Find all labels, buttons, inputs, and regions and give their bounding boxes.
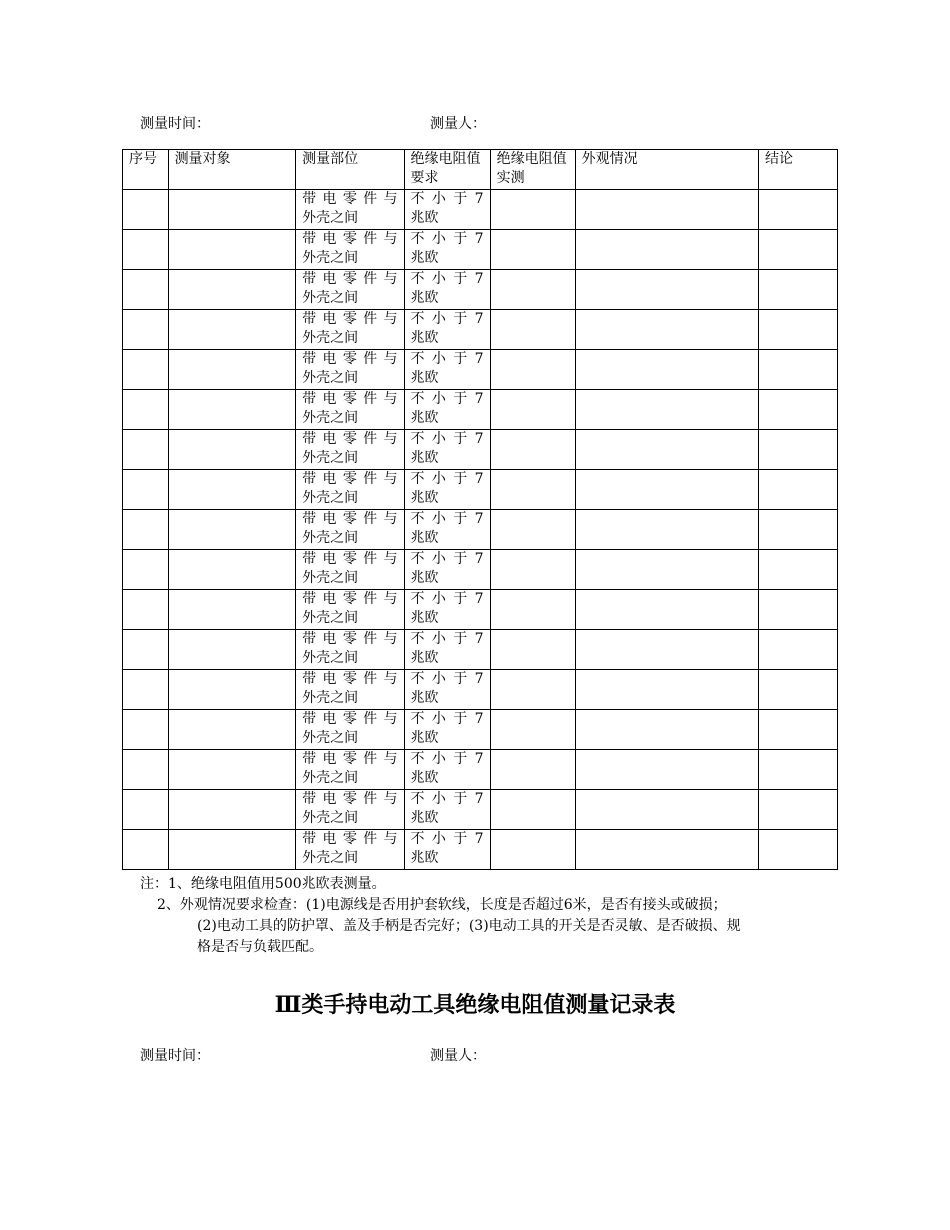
cell-measured[interactable]	[490, 310, 575, 350]
cell-requirement-line-1: 不小于7	[410, 711, 484, 727]
cell-appearance[interactable]	[575, 190, 758, 230]
cell-index[interactable]	[123, 630, 169, 670]
cell-conclusion[interactable]	[758, 310, 837, 350]
cell-appearance[interactable]	[575, 590, 758, 630]
cell-index[interactable]	[123, 270, 169, 310]
cell-measured[interactable]	[490, 350, 575, 390]
cell-requirement[interactable]	[404, 230, 490, 270]
cell-object[interactable]	[168, 750, 296, 790]
cell-part[interactable]	[296, 350, 404, 390]
cell-index[interactable]	[123, 230, 169, 270]
cell-appearance[interactable]	[575, 550, 758, 590]
cell-requirement-line-2: 兆欧	[410, 730, 439, 746]
cell-requirement-line-1: 不小于7	[410, 551, 484, 567]
cell-appearance[interactable]	[575, 310, 758, 350]
cell-object[interactable]	[168, 190, 296, 230]
cell-appearance[interactable]	[575, 470, 758, 510]
cell-part[interactable]	[296, 470, 404, 510]
cell-part-line-1: 带电零件与	[302, 191, 398, 207]
table-row	[123, 630, 838, 670]
cell-index[interactable]	[123, 790, 169, 830]
cell-appearance[interactable]	[575, 230, 758, 270]
col-header-conclusion: 结论	[758, 150, 837, 190]
cell-part[interactable]	[296, 390, 404, 430]
measurer-label-2: 测量人：	[430, 1048, 486, 1064]
cell-requirement-line-1: 不小于7	[410, 351, 484, 367]
cell-object[interactable]	[168, 430, 296, 470]
cell-conclusion[interactable]	[758, 630, 837, 670]
note-line-4: 格是否与负载匹配。	[197, 939, 323, 955]
cell-appearance[interactable]	[575, 430, 758, 470]
cell-appearance[interactable]	[575, 350, 758, 390]
cell-requirement-line-1: 不小于7	[410, 231, 484, 247]
cell-requirement[interactable]	[404, 310, 490, 350]
table-row	[123, 310, 838, 350]
table-row	[123, 550, 838, 590]
cell-part-line-1: 带电零件与	[302, 671, 398, 687]
cell-part-line-2: 外壳之间	[302, 450, 359, 466]
cell-measured[interactable]	[490, 390, 575, 430]
cell-object[interactable]	[168, 510, 296, 550]
cell-requirement-line-1: 不小于7	[410, 311, 484, 327]
cell-conclusion[interactable]	[758, 830, 837, 870]
cell-requirement-line-2: 兆欧	[410, 250, 439, 266]
notes-block	[140, 874, 830, 958]
cell-measured[interactable]	[490, 550, 575, 590]
cell-index[interactable]	[123, 190, 169, 230]
cell-requirement-line-2: 兆欧	[410, 330, 439, 346]
cell-part[interactable]	[296, 670, 404, 710]
cell-part-line-1: 带电零件与	[302, 511, 398, 527]
cell-requirement-line-1: 不小于7	[410, 191, 484, 207]
cell-measured[interactable]	[490, 510, 575, 550]
cell-appearance[interactable]	[575, 270, 758, 310]
cell-requirement-line-2: 兆欧	[410, 690, 439, 706]
table-row	[123, 510, 838, 550]
cell-object[interactable]	[168, 230, 296, 270]
cell-requirement[interactable]	[404, 510, 490, 550]
cell-requirement-line-1: 不小于7	[410, 791, 484, 807]
cell-conclusion[interactable]	[758, 510, 837, 550]
cell-requirement-line-2: 兆欧	[410, 410, 439, 426]
measurement-info-line	[140, 113, 840, 133]
cell-part-line-2: 外壳之间	[302, 290, 359, 306]
cell-part-line-1: 带电零件与	[302, 831, 398, 847]
cell-requirement-line-1: 不小于7	[410, 631, 484, 647]
cell-requirement-line-2: 兆欧	[410, 570, 439, 586]
cell-part-line-1: 带电零件与	[302, 471, 398, 487]
cell-conclusion[interactable]	[758, 470, 837, 510]
table-row	[123, 710, 838, 750]
cell-part-line-1: 带电零件与	[302, 351, 398, 367]
cell-measured[interactable]	[490, 270, 575, 310]
cell-part-line-2: 外壳之间	[302, 610, 359, 626]
table-row	[123, 790, 838, 830]
cell-conclusion[interactable]	[758, 790, 837, 830]
cell-part-line-2: 外壳之间	[302, 770, 359, 786]
cell-requirement-line-1: 不小于7	[410, 671, 484, 687]
cell-requirement[interactable]	[404, 750, 490, 790]
note-line-3: (2)电动工具的防护罩、盖及手柄是否完好；(3)电动工具的开关是否灵敏、是否破损、规	[197, 918, 741, 934]
cell-part-line-1: 带电零件与	[302, 271, 398, 287]
measurement-time-label-2: 测量时间：	[140, 1048, 210, 1064]
cell-appearance[interactable]	[575, 790, 758, 830]
cell-conclusion[interactable]	[758, 390, 837, 430]
cell-part[interactable]	[296, 550, 404, 590]
section-title: Ⅲ类手持电动工具绝缘电阻值测量记录表	[274, 992, 676, 1018]
cell-requirement-line-2: 兆欧	[410, 610, 439, 626]
cell-part-line-1: 带电零件与	[302, 391, 398, 407]
cell-measured[interactable]	[490, 830, 575, 870]
cell-appearance[interactable]	[575, 670, 758, 710]
cell-object[interactable]	[168, 310, 296, 350]
table-row	[123, 470, 838, 510]
measurement-time-label: 测量时间：	[140, 116, 210, 132]
cell-measured[interactable]	[490, 470, 575, 510]
cell-object[interactable]	[168, 350, 296, 390]
table-row	[123, 590, 838, 630]
cell-part[interactable]	[296, 230, 404, 270]
cell-requirement-line-1: 不小于7	[410, 271, 484, 287]
cell-requirement-line-2: 兆欧	[410, 370, 439, 386]
cell-index[interactable]	[123, 710, 169, 750]
table-header-row	[123, 150, 838, 190]
cell-part-line-2: 外壳之间	[302, 650, 359, 666]
cell-part-line-1: 带电零件与	[302, 711, 398, 727]
cell-requirement[interactable]	[404, 470, 490, 510]
cell-appearance[interactable]	[575, 710, 758, 750]
col-header-part: 测量部位	[296, 150, 404, 190]
cell-requirement-line-1: 不小于7	[410, 391, 484, 407]
cell-requirement-line-2: 兆欧	[410, 810, 439, 826]
cell-requirement[interactable]	[404, 190, 490, 230]
cell-part[interactable]	[296, 430, 404, 470]
col-header-appearance: 外观情况	[575, 150, 758, 190]
cell-part-line-2: 外壳之间	[302, 810, 359, 826]
cell-appearance[interactable]	[575, 510, 758, 550]
cell-part-line-2: 外壳之间	[302, 690, 359, 706]
cell-part[interactable]	[296, 710, 404, 750]
table-row	[123, 670, 838, 710]
cell-requirement-line-2: 兆欧	[410, 490, 439, 506]
measurer-label: 测量人：	[430, 116, 486, 132]
table-row	[123, 230, 838, 270]
cell-part-line-1: 带电零件与	[302, 431, 398, 447]
cell-requirement[interactable]	[404, 710, 490, 750]
cell-conclusion[interactable]	[758, 670, 837, 710]
cell-part-line-2: 外壳之间	[302, 250, 359, 266]
cell-conclusion[interactable]	[758, 590, 837, 630]
cell-requirement-line-1: 不小于7	[410, 751, 484, 767]
cell-part[interactable]	[296, 750, 404, 790]
cell-requirement-line-1: 不小于7	[410, 511, 484, 527]
col-header-index: 序号	[123, 150, 169, 190]
cell-part-line-2: 外壳之间	[302, 210, 359, 226]
cell-object[interactable]	[168, 790, 296, 830]
cell-requirement-line-1: 不小于7	[410, 431, 484, 447]
measurement-info-line-2	[140, 1045, 840, 1065]
cell-measured[interactable]	[490, 430, 575, 470]
cell-part-line-2: 外壳之间	[302, 490, 359, 506]
cell-index[interactable]	[123, 550, 169, 590]
cell-conclusion[interactable]	[758, 270, 837, 310]
table-row	[123, 830, 838, 870]
cell-requirement-line-2: 兆欧	[410, 210, 439, 226]
cell-requirement-line-2: 兆欧	[410, 850, 439, 866]
cell-requirement[interactable]	[404, 590, 490, 630]
cell-index[interactable]	[123, 430, 169, 470]
cell-appearance[interactable]	[575, 750, 758, 790]
cell-requirement-line-2: 兆欧	[410, 530, 439, 546]
note-line-1: 注：1、绝缘电阻值用500兆欧表测量。	[140, 876, 386, 892]
cell-requirement[interactable]	[404, 830, 490, 870]
cell-conclusion[interactable]	[758, 230, 837, 270]
cell-part-line-2: 外壳之间	[302, 570, 359, 586]
table-row	[123, 430, 838, 470]
cell-object[interactable]	[168, 830, 296, 870]
cell-measured[interactable]	[490, 190, 575, 230]
cell-object[interactable]	[168, 470, 296, 510]
cell-measured[interactable]	[490, 750, 575, 790]
cell-part-line-1: 带电零件与	[302, 751, 398, 767]
cell-requirement[interactable]	[404, 550, 490, 590]
cell-part-line-2: 外壳之间	[302, 330, 359, 346]
cell-requirement-line-2: 兆欧	[410, 770, 439, 786]
cell-conclusion[interactable]	[758, 430, 837, 470]
cell-index[interactable]	[123, 350, 169, 390]
cell-measured[interactable]	[490, 670, 575, 710]
cell-conclusion[interactable]	[758, 750, 837, 790]
cell-appearance[interactable]	[575, 390, 758, 430]
table-row	[123, 750, 838, 790]
cell-index[interactable]	[123, 510, 169, 550]
cell-part-line-1: 带电零件与	[302, 231, 398, 247]
cell-part-line-1: 带电零件与	[302, 591, 398, 607]
cell-object[interactable]	[168, 270, 296, 310]
cell-part[interactable]	[296, 830, 404, 870]
cell-conclusion[interactable]	[758, 710, 837, 750]
cell-object[interactable]	[168, 550, 296, 590]
col-header-object: 测量对象	[168, 150, 296, 190]
cell-part[interactable]	[296, 310, 404, 350]
table-row	[123, 390, 838, 430]
cell-appearance[interactable]	[575, 830, 758, 870]
cell-conclusion[interactable]	[758, 550, 837, 590]
insulation-record-table	[122, 149, 838, 870]
cell-part-line-1: 带电零件与	[302, 311, 398, 327]
cell-measured[interactable]	[490, 230, 575, 270]
table-row	[123, 350, 838, 390]
cell-part[interactable]	[296, 790, 404, 830]
cell-part-line-2: 外壳之间	[302, 370, 359, 386]
cell-requirement[interactable]	[404, 270, 490, 310]
cell-requirement[interactable]	[404, 390, 490, 430]
cell-appearance[interactable]	[575, 630, 758, 670]
cell-object[interactable]	[168, 630, 296, 670]
cell-index[interactable]	[123, 470, 169, 510]
col-header-requirement: 绝缘电阻值要求	[404, 150, 490, 190]
cell-part-line-2: 外壳之间	[302, 410, 359, 426]
cell-conclusion[interactable]	[758, 350, 837, 390]
col-header-measured: 绝缘电阻值实测	[490, 150, 575, 190]
cell-requirement[interactable]	[404, 790, 490, 830]
cell-requirement[interactable]	[404, 630, 490, 670]
cell-object[interactable]	[168, 390, 296, 430]
cell-object[interactable]	[168, 590, 296, 630]
cell-requirement-line-2: 兆欧	[410, 450, 439, 466]
cell-part-line-1: 带电零件与	[302, 631, 398, 647]
cell-part-line-2: 外壳之间	[302, 730, 359, 746]
cell-part-line-2: 外壳之间	[302, 850, 359, 866]
cell-part-line-1: 带电零件与	[302, 791, 398, 807]
cell-index[interactable]	[123, 670, 169, 710]
cell-part[interactable]	[296, 630, 404, 670]
cell-requirement-line-1: 不小于7	[410, 831, 484, 847]
cell-measured[interactable]	[490, 630, 575, 670]
cell-part-line-1: 带电零件与	[302, 551, 398, 567]
cell-part[interactable]	[296, 270, 404, 310]
cell-index[interactable]	[123, 590, 169, 630]
cell-requirement-line-2: 兆欧	[410, 650, 439, 666]
cell-index[interactable]	[123, 310, 169, 350]
cell-requirement-line-1: 不小于7	[410, 471, 484, 487]
cell-measured[interactable]	[490, 710, 575, 750]
cell-index[interactable]	[123, 390, 169, 430]
cell-index[interactable]	[123, 830, 169, 870]
note-line-2: 2、外观情况要求检查：(1)电源线是否用护套软线，长度是否超过6米，是否有接头或破损；	[157, 897, 727, 913]
cell-requirement-line-2: 兆欧	[410, 290, 439, 306]
cell-requirement-line-1: 不小于7	[410, 591, 484, 607]
cell-conclusion[interactable]	[758, 190, 837, 230]
cell-part[interactable]	[296, 510, 404, 550]
table-row	[123, 270, 838, 310]
cell-part[interactable]	[296, 590, 404, 630]
cell-part[interactable]	[296, 190, 404, 230]
cell-object[interactable]	[168, 670, 296, 710]
cell-requirement[interactable]	[404, 350, 490, 390]
cell-measured[interactable]	[490, 790, 575, 830]
cell-measured[interactable]	[490, 590, 575, 630]
cell-requirement[interactable]	[404, 430, 490, 470]
cell-index[interactable]	[123, 750, 169, 790]
cell-requirement[interactable]	[404, 670, 490, 710]
cell-part-line-2: 外壳之间	[302, 530, 359, 546]
table-row	[123, 190, 838, 230]
cell-object[interactable]	[168, 710, 296, 750]
